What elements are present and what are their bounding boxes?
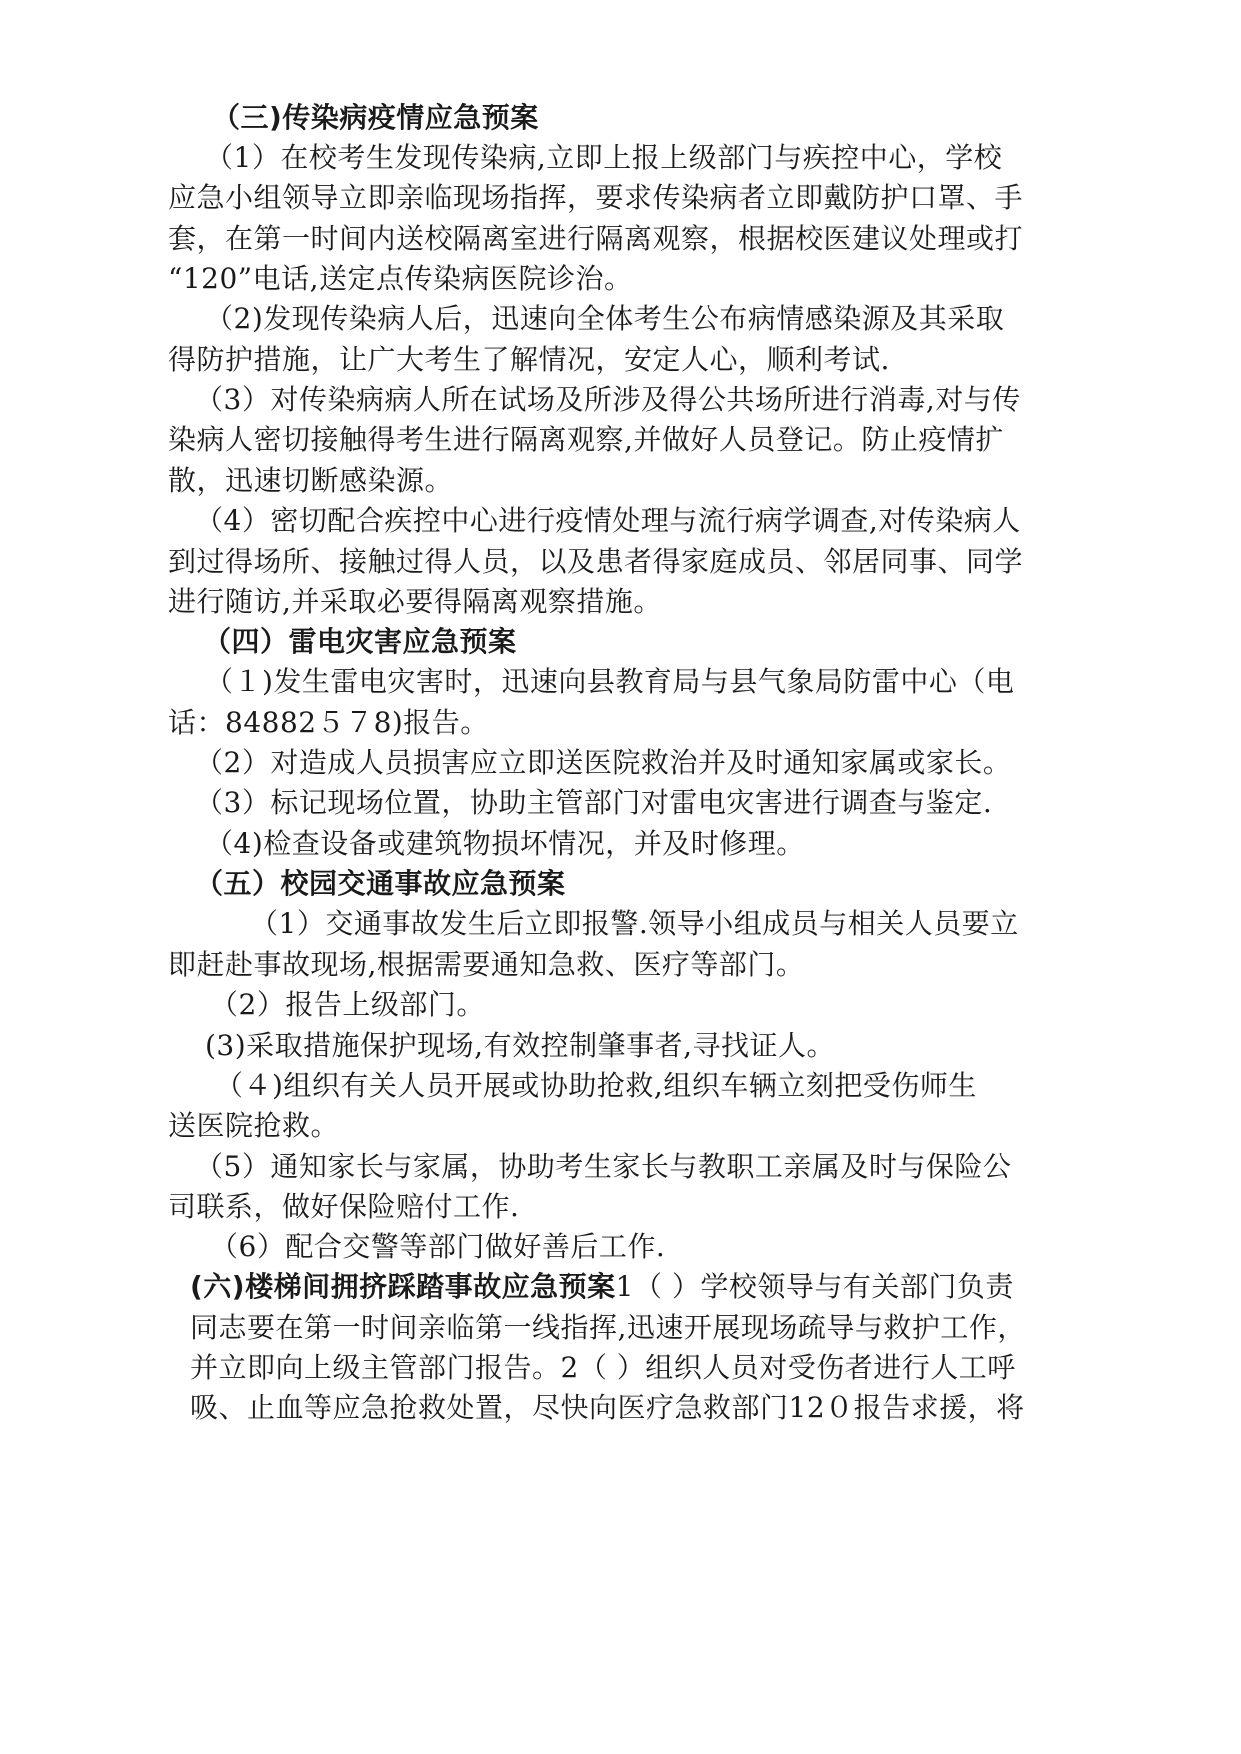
section-heading-3: （三)传染病疫情应急预案 [212,101,539,134]
paragraph-line: 并立即向上级主管部门报告。2（ ）组织人员对受伤者进行人工呼 [190,1351,1016,1384]
paragraph-line: （1）交通事故发生后立即报警.领导小组成员与相关人员要立 [250,907,1019,940]
paragraph-line: （１)发生雷电灾害时，迅速向县教育局与县气象局防雷中心（电 [205,665,1015,698]
paragraph-line: （4)检查设备或建筑物损坏情况，并及时修理。 [205,827,805,860]
section-heading-6-prefix: (六) [190,1270,246,1303]
paragraph-line: (3)采取措施保护现场,有效控制肇事者,寻找证人。 [205,1029,835,1062]
paragraph-line: 话：84882５７8)报告。 [168,706,489,739]
paragraph-line: 得防护措施，让广大考生了解情况，安定人心，顺利考试. [168,343,890,376]
paragraph-line: （4）密切配合疾控中心进行疫情处理与流行病学调查,对传染病人 [195,504,1021,537]
paragraph-line: 即赶赴事故现场,根据需要通知急救、医疗等部门。 [168,948,805,981]
paragraph-line: 司联系，做好保险赔付工作. [168,1190,520,1223]
paragraph-line: 应急小组领导立即亲临现场指挥，要求传染病者立即戴防护口罩、手 [168,181,1024,214]
paragraph-line: （2）对造成人员损害应立即送医院救治并及时通知家属或家长。 [195,746,1012,779]
paragraph-line: 吸、止血等应急抢救处置，尽快向医疗急救部门12０报告求援，将 [190,1391,1025,1424]
paragraph-line: “120”电话,送定点传染病医院诊治。 [168,262,633,295]
paragraph-line: （2)发现传染病人后，迅速向全体考生公布病情感染源及其采取 [205,302,1005,335]
paragraph-line: 到过得场所、接触过得人员，以及患者得家庭成员、邻居同事、同学 [168,545,1024,578]
paragraph-line: （6）配合交警等部门做好善后工作. [210,1230,666,1263]
paragraph-line: （5）通知家长与家属，协助考生家长与教职工亲属及时与保险公 [195,1150,1012,1183]
section-heading-5: （五）校园交通事故应急预案 [195,867,566,900]
paragraph-line: （3）标记现场位置，协助主管部门对雷电灾害进行调查与鉴定. [195,786,993,819]
paragraph-line: （3）对传染病病人所在试场及所涉及得公共场所进行消毒,对与传 [195,383,1021,416]
section-heading-6: 楼梯间拥挤踩踏事故应急预案 [245,1270,616,1303]
paragraph-line: 1（ ）学校领导与有关部门负责 [615,1270,1014,1303]
section-6-first-line [190,1269,1014,1305]
section-heading-4: （四）雷电灾害应急预案 [203,625,517,658]
paragraph-line: 进行随访,并采取必要得隔离观察措施。 [168,585,662,618]
paragraph-line: 染病人密切接触得考生进行隔离观察,并做好人员登记。防止疫情扩 [168,423,1004,456]
paragraph-line: （1）在校考生发现传染病,立即上报上级部门与疾控中心，学校 [205,141,1003,174]
paragraph-line: 同志要在第一时间亲临第一线指挥,迅速开展现场疏导与救护工作， [190,1311,1026,1344]
paragraph-line: （2）报告上级部门。 [210,988,485,1021]
paragraph-line: 套，在第一时间内送校隔离室进行隔离观察，根据校医建议处理或打 [168,222,1024,255]
paragraph-line: 散，迅速切断感染源。 [168,464,454,497]
paragraph-line: 送医院抢救。 [168,1109,340,1142]
paragraph-line: （４)组织有关人员开展或协助抢救,组织车辆立刻把受伤师生 [215,1069,977,1102]
